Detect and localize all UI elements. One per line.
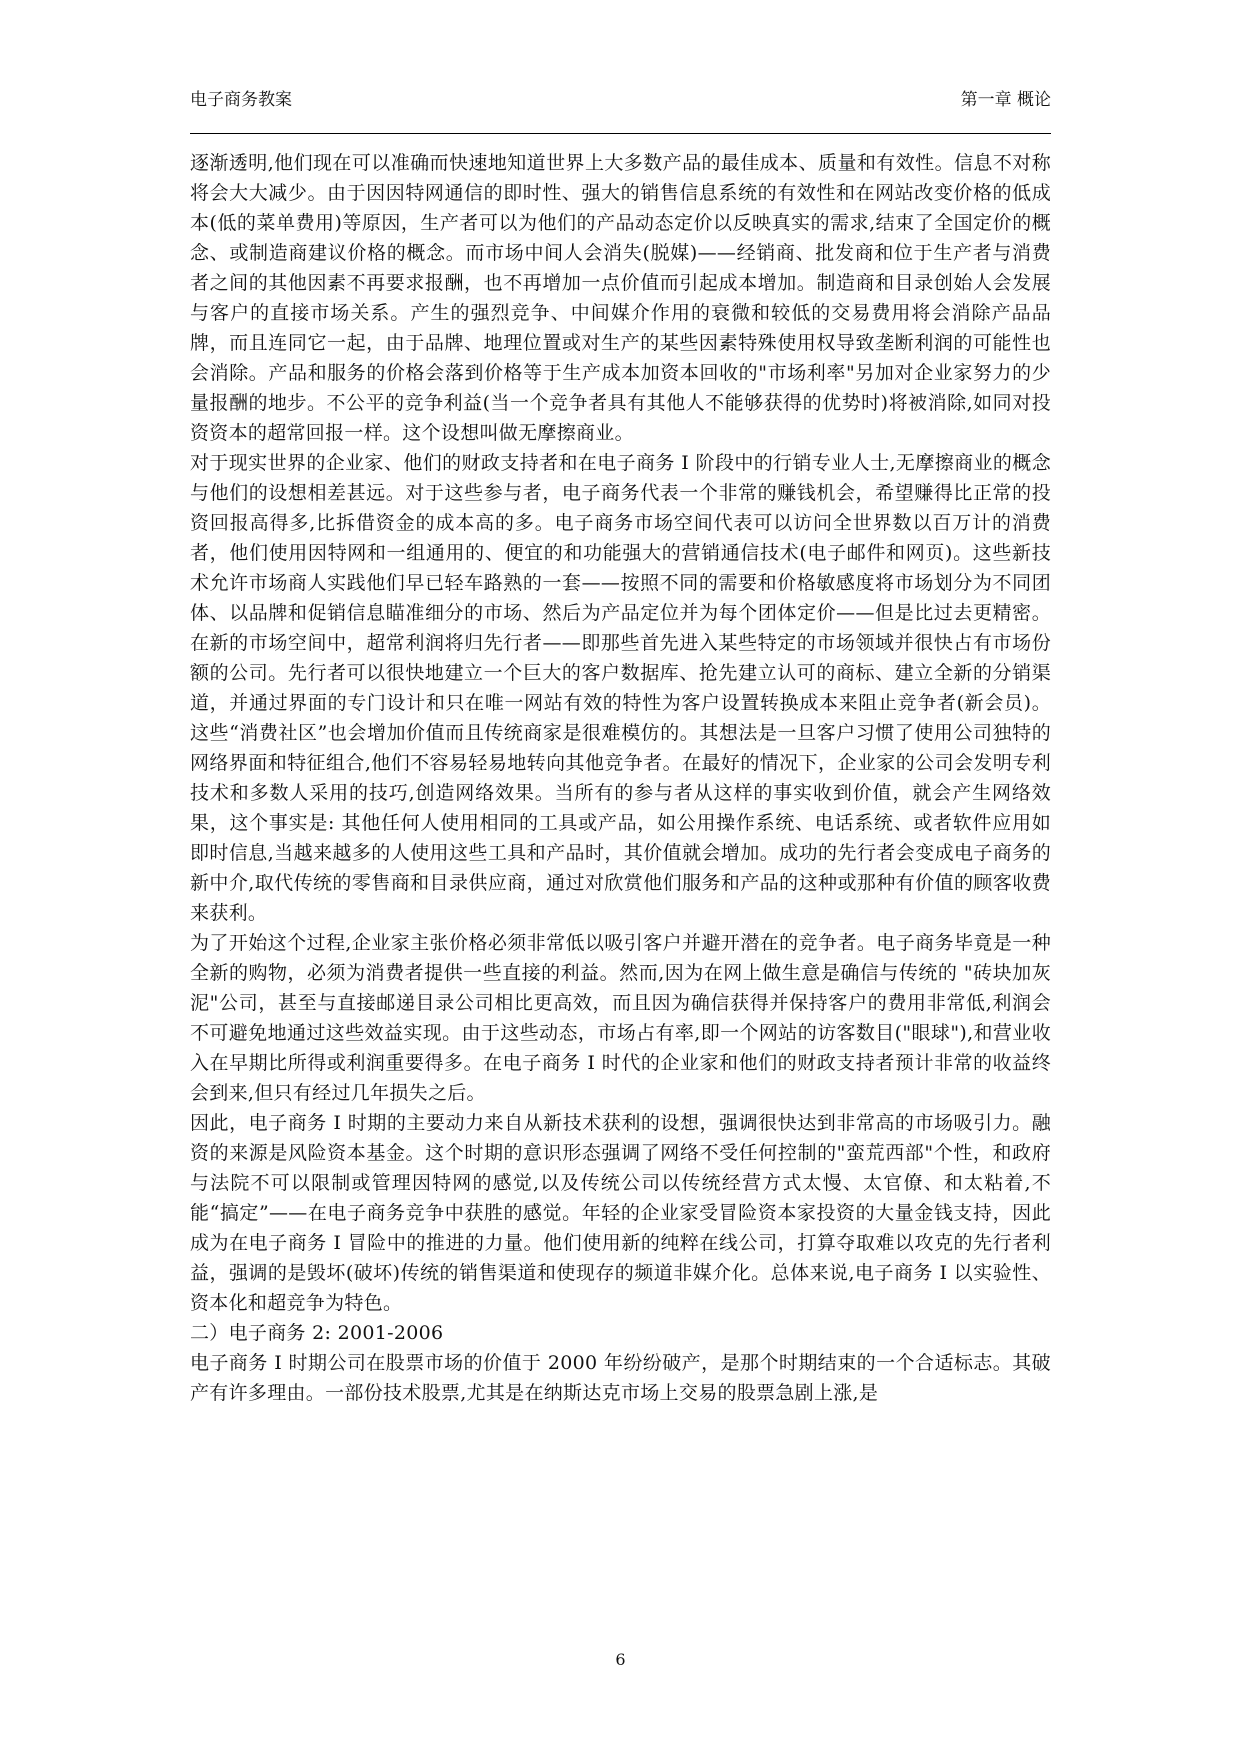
paragraph-2: 对于现实世界的企业家、他们的财政支持者和在电子商务 I 阶段中的行销专业人士,无摩擦商业的概念与他们的设想相差甚远。对于这些参与者，电子商务代表一个非常的赚钱机会，希望赚得比正常的投资回报高得多,比拆借资金的成本高的多。电子商务市场空间代表可以访问全世界数以百万计的消费者，他们使用因特网和一组通用的、便宜的和功能强大的营销通信技术(电子邮件和网页)。这些新技术允许市场商人实践他们早已轻车路熟的一套——按照不同的需要和价格敏感度将市场划分为不同团体、以品牌和促销信息瞄准细分的市场、然后为产品定位并为每个团体定价——但是比过去更精密。在新的市场空间中，超常利润将归先行者——即那些首先进入某些特定的市场领域并很快占有市场份额的公司。先行者可以很快地建立一个巨大的客户数据库、抢先建立认可的商标、建立全新的分销渠道，并通过界面的专门设计和只在唯一网站有效的特性为客户设置转换成本来阻止竞争者(新会员)。这些“消费社区”也会增加价值而且传统商家是很难模仿的。其想法是一旦客户习惯了使用公司独特的网络界面和特征组合,他们不容易轻易地转向其他竞争者。在最好的情况下，企业家的公司会发明专利技术和多数人采用的技巧,创造网络效果。当所有的参与者从这样的事实收到价值，就会产生网络效果，这个事实是: 其他任何人使用相同的工具或产品，如公用操作系统、电话系统、或者软件应用如即时信息,当越来越多的人使用这些工具和产品时，其价值就会增加。成功的先行者会变成电子商务的新中介,取代传统的零售商和目录供应商，通过对欣赏他们服务和产品的这种或那种有价值的顾客收费来获利。 xyxy=(190,452,1051,924)
section-heading: 二）电子商务 2: 2001-2006 xyxy=(190,1322,444,1344)
paragraph-4: 因此，电子商务 I 时期的主要动力来自从新技术获利的设想，强调很快达到非常高的市场吸引力。融资的来源是风险资本基金。这个时期的意识形态强调了网络不受任何控制的"蛮荒西部"个性，和政府与法院不可以限制或管理因特网的感觉,以及传统公司以传统经营方式太慢、太官僚、和太粘着,不能“搞定”——在电子商务竞争中获胜的感觉。年轻的企业家受冒险资本家投资的大量金钱支持，因此成为在电子商务 I 冒险中的推进的力量。他们使用新的纯粹在线公司，打算夺取难以攻克的先行者利益，强调的是毁坏(破坏)传统的销售渠道和使现存的频道非媒介化。总体来说,电子商务 I 以实验性、资本化和超竞争为特色。 xyxy=(190,1112,1051,1314)
page-header xyxy=(190,88,1051,118)
paragraph-1: 逐渐透明,他们现在可以准确而快速地知道世界上大多数产品的最佳成本、质量和有效性。信息不对称将会大大减少。由于因因特网通信的即时性、强大的销售信息系统的有效性和在网站改变价格的低成本(低的菜单费用)等原因，生产者可以为他们的产品动态定价以反映真实的需求,结束了全国定价的概念、或制造商建议价格的概念。而市场中间人会消失(脱媒)——经销商、批发商和位于生产者与消费者之间的其他因素不再要求报酬，也不再增加一点价值而引起成本增加。制造商和目录创始人会发展与客户的直接市场关系。产生的强烈竞争、中间媒介作用的衰微和较低的交易费用将会消除产品品牌，而且连同它一起，由于品牌、地理位置或对生产的某些因素特殊使用权导致垄断利润的可能性也会消除。产品和服务的价格会落到价格等于生产成本加资本回收的"市场利率"另加对企业家努力的少量报酬的地步。不公平的竞争利益(当一个竞争者具有其他人不能够获得的优势时)将被消除,如同对投资资本的超常回报一样。这个设想叫做无摩擦商业。 xyxy=(190,152,1051,444)
header-document-title: 电子商务教案 xyxy=(190,90,292,110)
header-chapter-title: 第一章 概论 xyxy=(960,90,1051,110)
body-text xyxy=(190,148,1051,1408)
paragraph-3: 为了开始这个过程,企业家主张价格必须非常低以吸引客户并避开潜在的竞争者。电子商务毕竟是一种全新的购物，必须为消费者提供一些直接的利益。然而,因为在网上做生意是确信与传统的 "砖块加灰泥"公司，甚至与直接邮递目录公司相比更高效，而且因为确信获得并保持客户的费用非常低,利润会不可避免地通过这些效益实现。由于这些动态，市场占有率,即一个网站的访客数目("眼球"),和营业收入在早期比所得或利润重要得多。在电子商务 I 时代的企业家和他们的财政支持者预计非常的收益终会到来,但只有经过几年损失之后。 xyxy=(190,932,1051,1104)
header-divider xyxy=(190,133,1051,134)
paragraph-5: 电子商务 I 时期公司在股票市场的价值于 2000 年纷纷破产，是那个时期结束的一个合适标志。其破产有许多理由。一部份技术股票,尤其是在纳斯达克市场上交易的股票急剧上涨,是 xyxy=(190,1352,1051,1404)
page-number: 6 xyxy=(615,1650,626,1669)
